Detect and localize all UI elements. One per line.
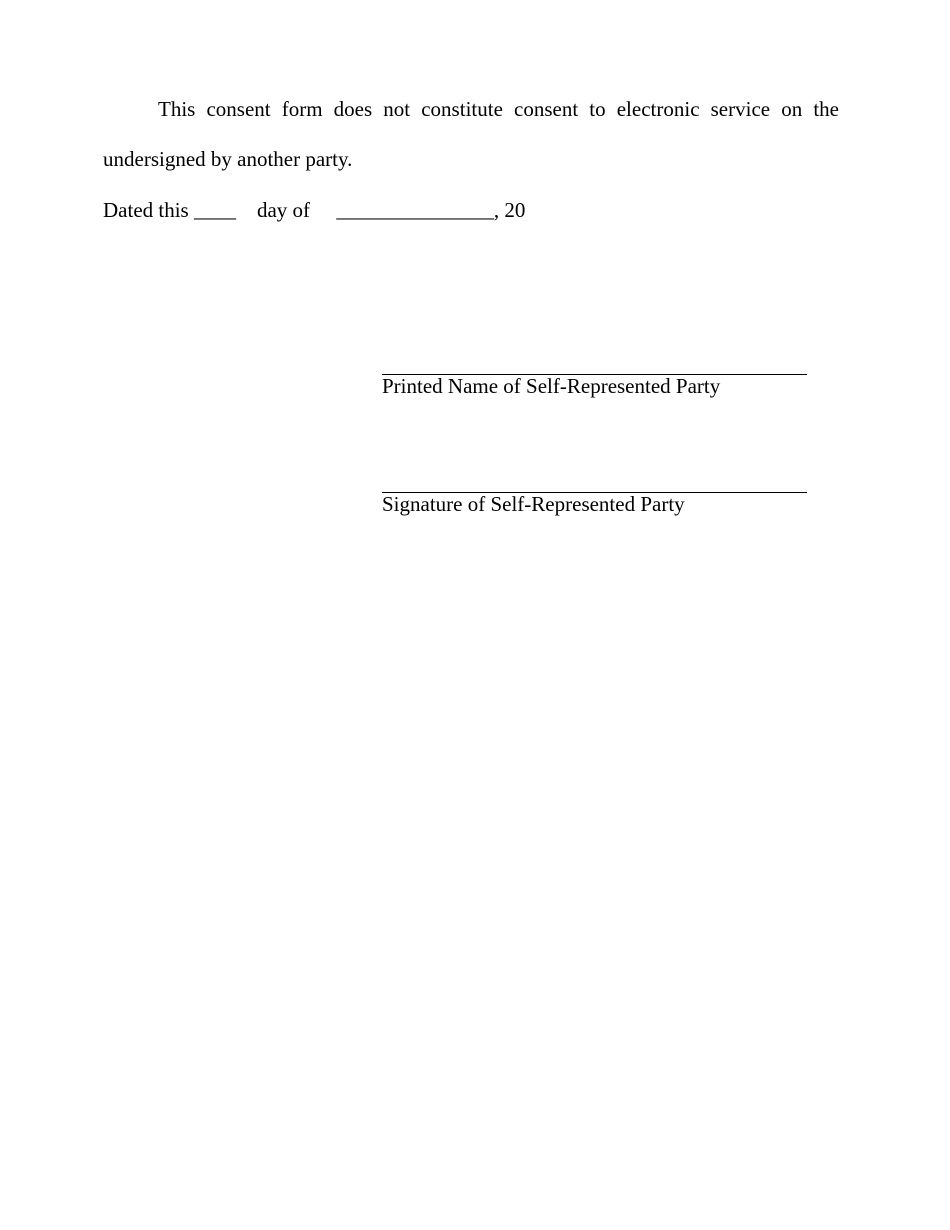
dated-prefix: Dated this	[103, 198, 189, 222]
printed-name-label: Printed Name of Self-Represented Party	[382, 374, 721, 398]
consent-paragraph-line-2: undersigned by another party.	[103, 147, 353, 171]
consent-text-line-1: This consent form does not constitute consent to electronic service on the	[158, 97, 839, 121]
consent-paragraph-line-1	[103, 96, 839, 122]
signature-label: Signature of Self-Represented Party	[382, 492, 685, 516]
year-suffix: , 20	[493, 198, 526, 222]
month-blank[interactable]: _______________	[336, 198, 494, 222]
dated-line	[103, 197, 525, 223]
day-of-text: day of	[256, 198, 311, 222]
day-blank[interactable]: ____	[193, 198, 236, 222]
